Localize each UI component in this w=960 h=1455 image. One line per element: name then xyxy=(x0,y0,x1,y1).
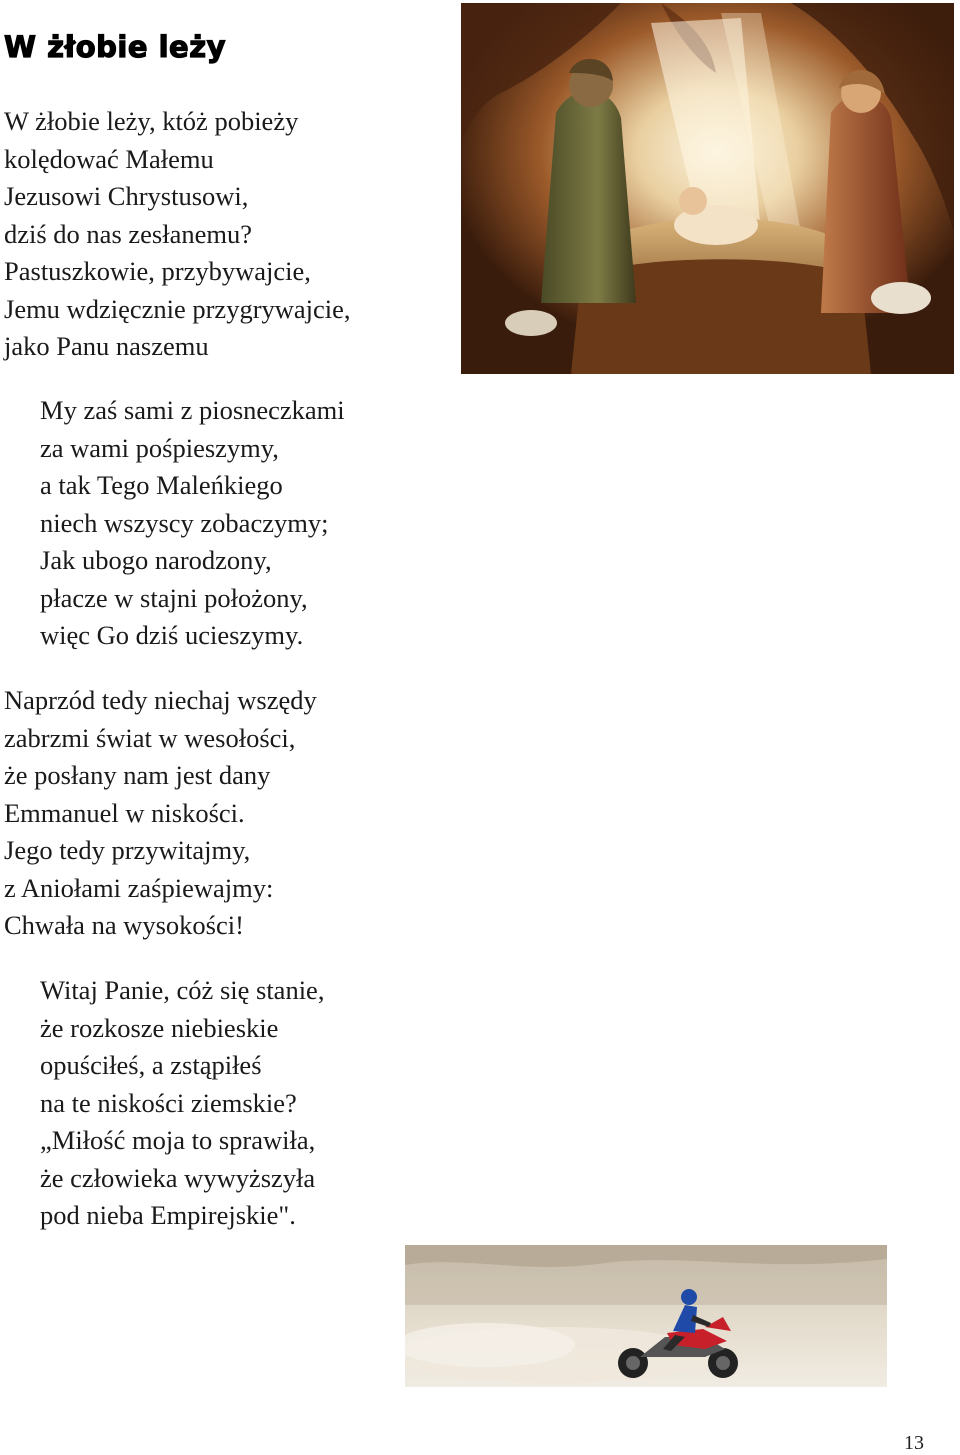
verse-line: opuściłeś, a zstąpiłeś xyxy=(40,1050,262,1080)
verse-line: dziś do nas zesłanemu? xyxy=(4,218,252,249)
verse-line: a tak Tego Maleńkiego xyxy=(40,470,283,500)
page-number: 13 xyxy=(904,1432,924,1454)
verse-line: zabrzmi świat w wesołości, xyxy=(4,722,296,753)
stanza-3 xyxy=(4,682,317,945)
verse-line: jako Panu naszemu xyxy=(4,331,209,361)
verse-line: płacze w stajni położony, xyxy=(40,582,308,613)
verse-line: Jak ubogo narodzony, xyxy=(40,545,272,575)
nativity-scene-image xyxy=(461,3,954,374)
verse-line: Witaj Panie, cóż się stanie, xyxy=(40,975,325,1005)
verse-line: W żłobie leży, któż pobieży xyxy=(4,106,299,136)
verse-line: za wami pośpieszymy, xyxy=(40,432,279,463)
verse-line: kolędować Małemu xyxy=(4,143,214,174)
verse-line: Jego tedy przywitajmy, xyxy=(4,835,251,865)
verse-line: z Aniołami zaśpiewajmy: xyxy=(4,872,274,903)
verse-line: Pastuszkowie, przybywajcie, xyxy=(4,256,311,286)
stanza-1 xyxy=(4,103,351,366)
verse-line: Emmanuel w niskości. xyxy=(4,797,245,828)
verse-line: że człowieka wywyższyła xyxy=(40,1162,316,1193)
verse-line: że posłany nam jest dany xyxy=(4,760,271,790)
verse-line: na te niskości ziemskie? xyxy=(40,1087,297,1118)
motorcycle-desert-image xyxy=(405,1245,887,1387)
verse-line: „Miłość moja to sprawiła, xyxy=(40,1125,316,1155)
verse-line: niech wszyscy zobaczymy; xyxy=(40,507,329,538)
verse-line: pod nieba Empirejskie". xyxy=(40,1200,296,1230)
page-title: W żłobie leży xyxy=(4,30,227,64)
verse-line: Jezusowi Chrystusowi, xyxy=(4,181,249,211)
verse-line: My zaś sami z piosneczkami xyxy=(40,395,345,425)
stanza-4 xyxy=(40,972,324,1235)
verse-line: Naprzód tedy niechaj wszędy xyxy=(4,685,317,715)
verse-line: więc Go dziś ucieszymy. xyxy=(40,620,304,650)
stanza-2 xyxy=(40,392,345,655)
verse-line: Chwała na wysokości! xyxy=(4,910,244,940)
verse-line: Jemu wdzięcznie przygrywajcie, xyxy=(4,293,351,324)
verse-line: że rozkosze niebieskie xyxy=(40,1012,279,1043)
